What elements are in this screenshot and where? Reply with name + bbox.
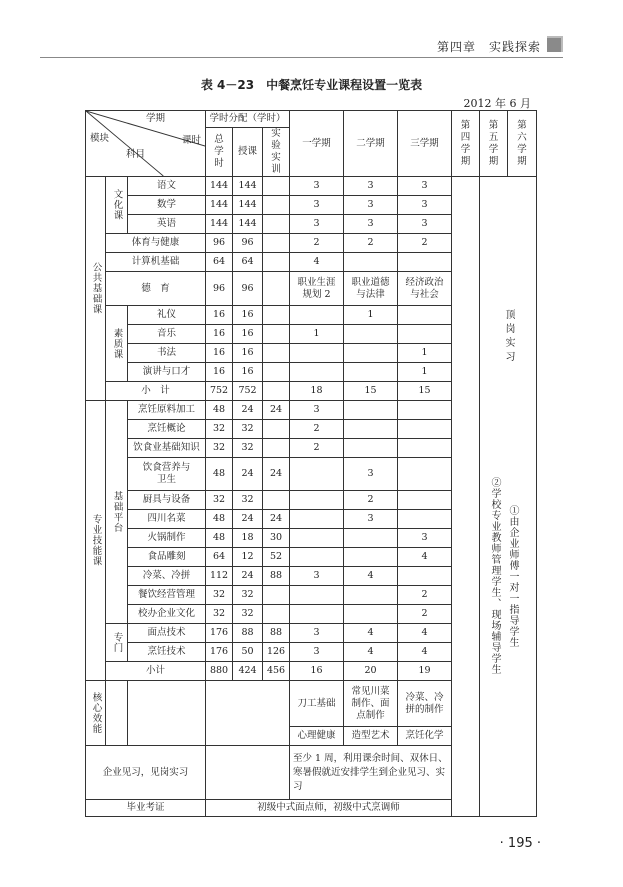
core-s2: 造型艺术 — [344, 727, 398, 746]
cell-s2 — [344, 344, 398, 363]
subject-name: 饮食业基础知识 — [128, 439, 206, 458]
cell-s3: 3 — [398, 215, 452, 234]
subtotal-public: 小 计 — [106, 382, 206, 401]
header-hours-label: 课时 — [182, 135, 202, 146]
cell-lecture: 32 — [233, 605, 263, 624]
header-s2: 二学期 — [344, 111, 398, 177]
cell-s3 — [398, 458, 452, 491]
cell-s3: 15 — [398, 382, 452, 401]
cell-s1 — [290, 458, 344, 491]
header-rule — [40, 57, 563, 58]
cell-s2 — [344, 605, 398, 624]
cell-practice: 24 — [263, 510, 290, 529]
cell-total: 176 — [206, 624, 233, 643]
header-s3: 三学期 — [398, 111, 452, 177]
core-blank-c — [206, 681, 290, 746]
cell-total: 96 — [206, 234, 233, 253]
cell-s1: 18 — [290, 382, 344, 401]
cell-s2 — [344, 253, 398, 272]
cell-s1 — [290, 510, 344, 529]
cell-s3 — [398, 253, 452, 272]
header-lecture: 授课 — [233, 128, 263, 177]
subject-name: 火锅制作 — [128, 529, 206, 548]
cell-s3 — [398, 420, 452, 439]
core-s2: 常见川菜制作、面点制作 — [344, 681, 398, 727]
cell-lecture: 24 — [233, 401, 263, 420]
cell-s2: 4 — [344, 567, 398, 586]
group-core: 核心效能 — [86, 681, 106, 746]
cell-practice — [263, 272, 290, 306]
group-basic-platform: 基础平台 — [106, 401, 128, 624]
cell-practice — [263, 382, 290, 401]
cell-total: 16 — [206, 306, 233, 325]
cell-s1: 3 — [290, 196, 344, 215]
cell-s2: 3 — [344, 177, 398, 196]
cell-s3: 1 — [398, 344, 452, 363]
cell-s2 — [344, 529, 398, 548]
cell-s3 — [398, 510, 452, 529]
cell-s2: 2 — [344, 491, 398, 510]
cell-s3: 19 — [398, 662, 452, 681]
cell-s3: 1 — [398, 363, 452, 382]
cell-lecture: 16 — [233, 306, 263, 325]
cell-total: 144 — [206, 196, 233, 215]
subject-name: 书法 — [128, 344, 206, 363]
core-s3: 烹饪化学 — [398, 727, 452, 746]
note-1: ①由企业师傅一对一指导学生 — [507, 504, 519, 648]
cell-practice — [263, 177, 290, 196]
subject-name: 烹饪原料加工 — [128, 401, 206, 420]
subject-name: 食品雕刻 — [128, 548, 206, 567]
cell-practice — [263, 605, 290, 624]
cell-s1: 1 — [290, 325, 344, 344]
cell-s1 — [290, 306, 344, 325]
header-semester-label: 学期 — [146, 113, 166, 124]
cell-lecture: 18 — [233, 529, 263, 548]
cell-total: 112 — [206, 567, 233, 586]
cell-total: 144 — [206, 215, 233, 234]
cell-s1: 4 — [290, 253, 344, 272]
cell-s1: 3 — [290, 643, 344, 662]
subject-name: 烹饪技术 — [128, 643, 206, 662]
header-s5: 第五学期 — [480, 111, 508, 177]
internship-blank — [206, 746, 290, 800]
table-title: 表 4－23 中餐烹饪专业课程设置一览表 — [200, 78, 423, 92]
cell-practice — [263, 196, 290, 215]
cell-s1 — [290, 548, 344, 567]
header-practice: 实验实训 — [263, 128, 290, 177]
cell-practice — [263, 439, 290, 458]
note-2: ②学校专业教师管理学生、现场辅导学生 — [489, 477, 501, 675]
cell-s3 — [398, 401, 452, 420]
cell-s1 — [290, 529, 344, 548]
cell-practice — [263, 306, 290, 325]
cell-total: 32 — [206, 420, 233, 439]
cell-s3: 3 — [398, 177, 452, 196]
cell-s3 — [398, 491, 452, 510]
cell-s3: 2 — [398, 605, 452, 624]
subject-name: 演讲与口才 — [128, 363, 206, 382]
cell-s2: 4 — [344, 643, 398, 662]
cell-total: 64 — [206, 548, 233, 567]
cell-total: 16 — [206, 325, 233, 344]
cell-lecture: 64 — [233, 253, 263, 272]
cell-total: 48 — [206, 529, 233, 548]
cell-s2: 2 — [344, 234, 398, 253]
cell-total: 16 — [206, 363, 233, 382]
cell-s1 — [290, 605, 344, 624]
group-quality: 素质课 — [106, 306, 128, 382]
cell-s1: 3 — [290, 177, 344, 196]
subject-name: 厨具与设备 — [128, 491, 206, 510]
cell-s3 — [398, 439, 452, 458]
header-total: 总学时 — [206, 128, 233, 177]
page-number: · 195 · — [499, 836, 541, 851]
chapter-marker-icon — [547, 36, 563, 52]
header-s1: 一学期 — [290, 111, 344, 177]
subject-name: 校办企业文化 — [128, 605, 206, 624]
cell-total: 880 — [206, 662, 233, 681]
cell-s1: 3 — [290, 567, 344, 586]
cell-s1: 3 — [290, 624, 344, 643]
cell-s3 — [398, 306, 452, 325]
subject-name: 四川名菜 — [128, 510, 206, 529]
cell-s3: 2 — [398, 586, 452, 605]
cell-s1: 2 — [290, 234, 344, 253]
cell-s1 — [290, 344, 344, 363]
cell-s1 — [290, 586, 344, 605]
cell-practice — [263, 215, 290, 234]
cell-total: 32 — [206, 605, 233, 624]
internship-notes-cell — [480, 177, 537, 817]
cell-s2: 3 — [344, 458, 398, 491]
cell-s2: 3 — [344, 196, 398, 215]
cell-lecture: 50 — [233, 643, 263, 662]
header-s4: 第四学期 — [452, 111, 480, 177]
cell-practice: 456 — [263, 662, 290, 681]
cell-practice: 52 — [263, 548, 290, 567]
cell-lecture: 32 — [233, 439, 263, 458]
core-blank-b — [128, 681, 206, 746]
subject-name: 英语 — [128, 215, 206, 234]
cell-total: 48 — [206, 510, 233, 529]
header-hour-alloc: 学时分配（学时） — [206, 111, 290, 128]
cell-s2 — [344, 325, 398, 344]
cell-lecture: 24 — [233, 567, 263, 586]
subject-name: 餐饮经营管理 — [128, 586, 206, 605]
cell-total: 32 — [206, 586, 233, 605]
cell-s3 — [398, 567, 452, 586]
cell-practice: 126 — [263, 643, 290, 662]
cell-lecture: 16 — [233, 363, 263, 382]
cell-total: 176 — [206, 643, 233, 662]
cell-practice — [263, 420, 290, 439]
core-blank-a — [106, 681, 128, 746]
subtotal-professional: 小计 — [106, 662, 206, 681]
top-internship: 顶岗实习 — [503, 309, 515, 365]
cell-s1: 3 — [290, 401, 344, 420]
cell-s2 — [344, 548, 398, 567]
header-subject-label: 科目 — [126, 149, 146, 160]
cell-s1: 2 — [290, 420, 344, 439]
internship-label: 企业见习，见岗实习 — [86, 746, 206, 800]
subject-name: 体育与健康 — [106, 234, 206, 253]
curriculum-table — [85, 110, 537, 817]
cell-s2: 1 — [344, 306, 398, 325]
cell-lecture: 144 — [233, 177, 263, 196]
subject-name: 数学 — [128, 196, 206, 215]
cell-s3: 经济政治与社会 — [398, 272, 452, 306]
core-s1: 心理健康 — [290, 727, 344, 746]
col-s4 — [452, 177, 480, 817]
cell-s3: 2 — [398, 234, 452, 253]
cell-s3 — [398, 325, 452, 344]
cell-total: 96 — [206, 272, 233, 306]
cell-practice — [263, 491, 290, 510]
cell-practice — [263, 344, 290, 363]
cell-s1: 职业生涯规划 2 — [290, 272, 344, 306]
cell-practice: 88 — [263, 624, 290, 643]
cell-s2: 20 — [344, 662, 398, 681]
cell-s1 — [290, 363, 344, 382]
cell-practice: 24 — [263, 458, 290, 491]
cell-practice: 24 — [263, 401, 290, 420]
cell-s1 — [290, 491, 344, 510]
header-s6: 第六学期 — [508, 111, 537, 177]
cell-total: 48 — [206, 401, 233, 420]
cell-lecture: 32 — [233, 491, 263, 510]
cell-s3: 3 — [398, 196, 452, 215]
cell-s2 — [344, 401, 398, 420]
subject-name: 礼仪 — [128, 306, 206, 325]
cell-lecture: 16 — [233, 344, 263, 363]
cell-total: 32 — [206, 439, 233, 458]
cell-s3: 4 — [398, 548, 452, 567]
cell-lecture: 24 — [233, 510, 263, 529]
cell-lecture: 12 — [233, 548, 263, 567]
cell-s2: 15 — [344, 382, 398, 401]
subject-name: 冷菜、冷拼 — [128, 567, 206, 586]
cell-lecture: 16 — [233, 325, 263, 344]
cell-lecture: 96 — [233, 234, 263, 253]
cell-lecture: 32 — [233, 586, 263, 605]
cell-s2 — [344, 420, 398, 439]
cell-s2: 3 — [344, 510, 398, 529]
cell-practice — [263, 363, 290, 382]
subject-name: 面点技术 — [128, 624, 206, 643]
cell-practice: 88 — [263, 567, 290, 586]
cell-s2: 3 — [344, 215, 398, 234]
subject-name: 计算机基础 — [106, 253, 206, 272]
cell-practice — [263, 586, 290, 605]
cell-lecture: 96 — [233, 272, 263, 306]
cell-s1: 16 — [290, 662, 344, 681]
subject-name: 饮食营养与卫生 — [128, 458, 206, 491]
cell-total: 752 — [206, 382, 233, 401]
cell-s1: 3 — [290, 215, 344, 234]
subject-name: 语文 — [128, 177, 206, 196]
cell-lecture: 88 — [233, 624, 263, 643]
cell-lecture: 424 — [233, 662, 263, 681]
cell-practice — [263, 325, 290, 344]
group-specialized: 专门 — [106, 624, 128, 662]
cell-practice — [263, 253, 290, 272]
core-s3: 冷菜、冷拼的制作 — [398, 681, 452, 727]
header-diagonal-cell — [86, 111, 206, 177]
chapter-header: 第四章 实践探索 — [436, 40, 541, 54]
cell-lecture: 144 — [233, 196, 263, 215]
group-professional: 专业技能课 — [86, 401, 106, 681]
cell-lecture: 144 — [233, 215, 263, 234]
cell-total: 144 — [206, 177, 233, 196]
cell-total: 16 — [206, 344, 233, 363]
cert-label: 毕业考证 — [86, 800, 206, 817]
group-culture: 文化课 — [106, 177, 128, 234]
cell-s2 — [344, 363, 398, 382]
cell-practice: 30 — [263, 529, 290, 548]
cell-lecture: 24 — [233, 458, 263, 491]
cert-text: 初级中式面点师，初级中式烹调师 — [206, 800, 452, 817]
cell-total: 64 — [206, 253, 233, 272]
cell-s3: 4 — [398, 624, 452, 643]
cell-total: 32 — [206, 491, 233, 510]
group-public: 公共基础课 — [86, 177, 106, 401]
cell-lecture: 752 — [233, 382, 263, 401]
cell-lecture: 32 — [233, 420, 263, 439]
cell-practice — [263, 234, 290, 253]
header-module-label: 模块 — [90, 133, 110, 144]
cell-s1: 2 — [290, 439, 344, 458]
subject-name: 音乐 — [128, 325, 206, 344]
cell-s3: 4 — [398, 643, 452, 662]
subject-name: 烹饪概论 — [128, 420, 206, 439]
cell-total: 48 — [206, 458, 233, 491]
table-date: 2012 年 6 月 — [463, 97, 531, 110]
cell-s2: 职业道德与法律 — [344, 272, 398, 306]
core-s1: 刀工基础 — [290, 681, 344, 727]
cell-s3: 3 — [398, 529, 452, 548]
internship-text: 至少 1 周，利用课余时间、双休日、寒暑假就近安排学生到企业见习、实习 — [290, 746, 452, 800]
cell-s2 — [344, 439, 398, 458]
cell-s2: 4 — [344, 624, 398, 643]
cell-s2 — [344, 586, 398, 605]
subject-name: 德 育 — [106, 272, 206, 306]
